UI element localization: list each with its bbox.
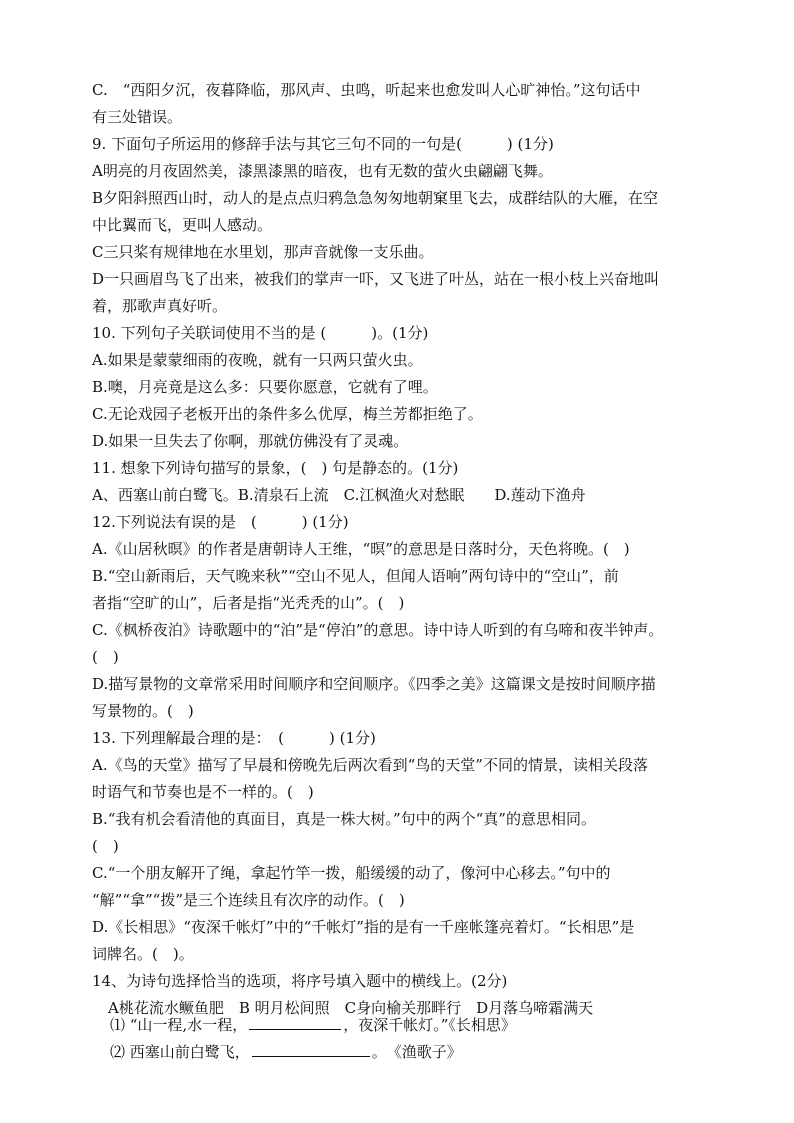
fill-blank-1-suffix: ，夜深千帐灯。”《长相思》	[343, 1016, 516, 1034]
fill-blank-2-prefix: ⑵ 西塞山前白鹭飞，	[110, 1043, 250, 1061]
text-line: B.噢，月亮竟是这么多：只要你愿意，它就有了哩。	[92, 378, 438, 396]
text-line: C.《枫桥夜泊》诗歌题中的“泊”是“停泊”的意思。诗中诗人听到的有乌啼和夜半钟声。	[92, 621, 664, 639]
text-line: C.无论戏园子老板开出的条件多么优厚，梅兰芳都拒绝了。	[92, 405, 483, 423]
text-line: D.描写景物的文章常采用时间顺序和空间顺序。《四季之美》这篇课文是按时间顺序描	[92, 675, 656, 693]
fill-blank-1-prefix: ⑴ “山一程,水一程，	[110, 1016, 248, 1034]
text-line: B.“空山新雨后，天气晚来秋”“空山不见人，但闻人语响”两句诗中的“空山”，前	[92, 567, 619, 585]
text-line: C三只桨有规律地在水里划，那声音就像一支乐曲。	[92, 243, 434, 261]
text-line: 9. 下面句子所运用的修辞手法与其它三句不同的一句是( ) (1分)	[92, 135, 554, 153]
text-line: B.“我有机会看清他的真面目，真是一株大树。”句中的两个“真”的意思相同。	[92, 810, 596, 828]
text-line: 写景物的。( )	[92, 702, 194, 720]
text-line: 中比翼而飞，更叫人感动。	[92, 216, 273, 234]
text-line: D.《长相思》“夜深千帐灯”中的“千帐灯”指的是有一千座帐篷亮着灯。“长相思”是	[92, 918, 635, 936]
text-line: 有三处错误。	[92, 108, 183, 126]
text-line: 11. 想象下列诗句描写的景象，( ) 句是静态的。(1分)	[92, 459, 459, 477]
answer-blank-1[interactable]	[249, 1014, 341, 1030]
text-line: A明亮的月夜固然美，漆黑漆黑的暗夜，也有无数的萤火虫翩翩飞舞。	[92, 162, 553, 180]
answer-blank-2[interactable]	[252, 1041, 370, 1057]
text-line: ( )	[92, 648, 119, 666]
text-line: 时语气和节奏也是不一样的。( )	[92, 783, 314, 801]
text-line: 着，那歌声真好听。	[92, 297, 228, 315]
text-line: C. “西阳夕沉，夜暮降临，那风声、虫鸣，听起来也愈发叫人心旷神怡。”这句话中	[92, 81, 641, 99]
text-line: ( )	[92, 837, 119, 855]
text-line: 词牌名。( )。	[92, 945, 194, 963]
text-line: 10. 下列句子关联词使用不当的是 ( )。(1分)	[92, 324, 429, 342]
text-line: A、西塞山前白鹭飞。B.清泉石上流 C.江枫渔火对愁眠 D.莲动下渔舟	[92, 486, 586, 504]
text-line: D一只画眉鸟飞了出来，被我们的掌声一吓，又飞进了叶丛，站在一根小枝上兴奋地叫	[92, 270, 660, 288]
text-line: 者指“空旷的山”，后者是指“光秃秃的山”。( )	[92, 594, 405, 612]
text-line: A.《鸟的天堂》描写了早晨和傍晚先后两次看到“鸟的天堂”不同的情景，读相关段落	[92, 756, 648, 774]
fill-blank-2-suffix: 。 《渔歌子》	[371, 1043, 462, 1061]
text-line: C.“一个朋友解开了绳，拿起竹竿一拨，船缓缓的动了，像河中心移去。”句中的	[92, 864, 611, 882]
fill-blank-line-1	[110, 1014, 730, 1036]
text-line: A.如果是蒙蒙细雨的夜晚，就有一只两只萤火虫。	[92, 351, 423, 369]
text-line: D.如果一旦失去了你啊，那就仿佛没有了灵魂。	[92, 432, 409, 450]
text-line: B夕阳斜照西山时，动人的是点点归鸦急急匆匆地朝窠里飞去，成群结队的大雁，在空	[92, 189, 659, 207]
text-line: A桃花流水鳜鱼肥 B 明月松间照 C身向榆关那畔行 D月落乌啼霜满天	[108, 999, 594, 1017]
text-line: 12.下列说法有误的是 ( ) (1分)	[92, 513, 349, 531]
text-line: 13. 下列理解最合理的是： ( ) (1分)	[92, 729, 376, 747]
text-line: 14、为诗句选择恰当的选项，将序号填入题中的横线上。(2分)	[92, 972, 508, 990]
text-line: “解”“拿”“拨”是三个连续且有次序的动作。( )	[92, 891, 405, 909]
text-line: A.《山居秋暝》的作者是唐朝诗人王维，“暝”的意思是日落时分，天色将晚。( )	[92, 540, 630, 558]
fill-blank-line-2	[110, 1041, 730, 1063]
